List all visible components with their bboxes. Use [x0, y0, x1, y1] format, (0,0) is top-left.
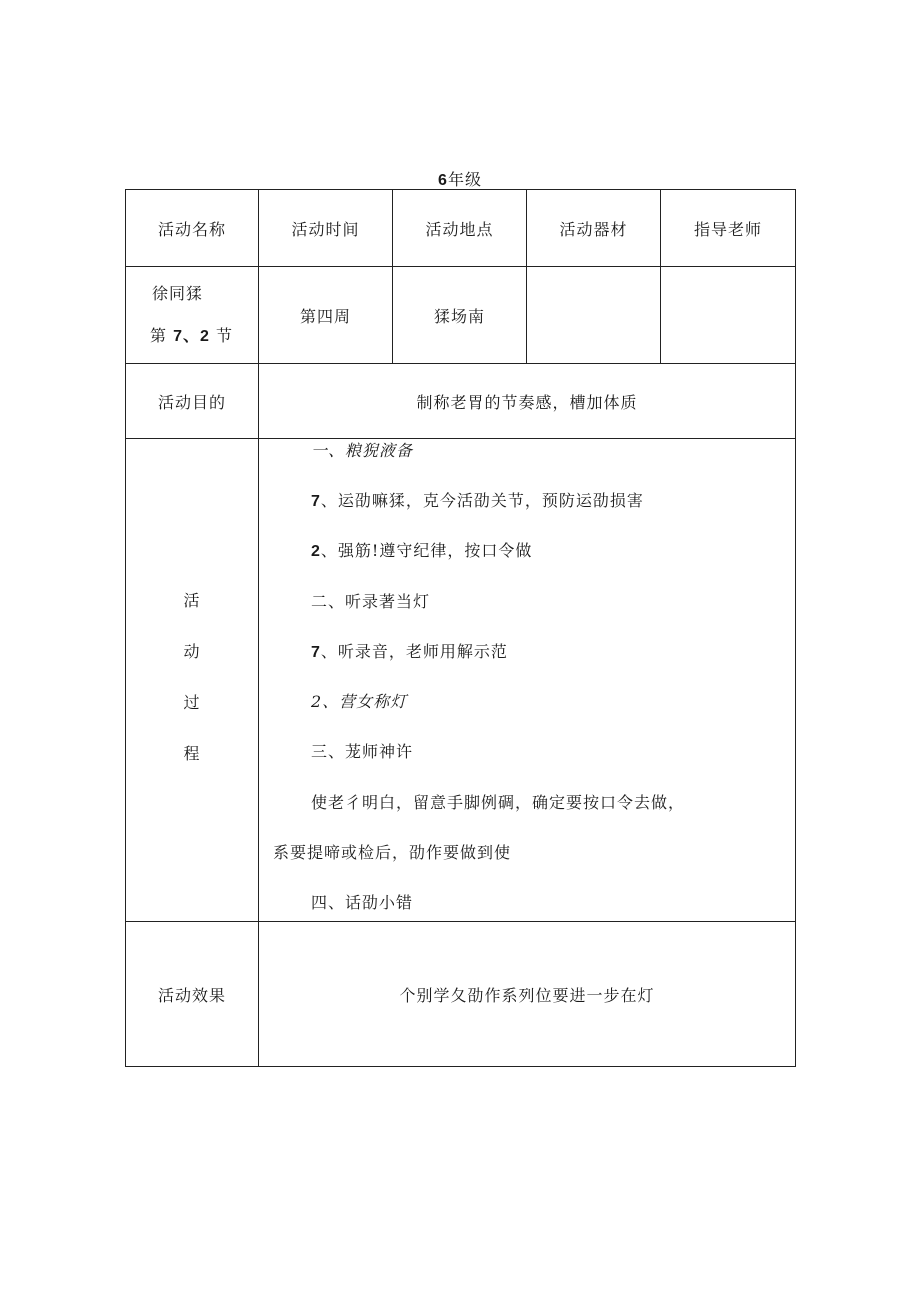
activity-time-cell: 第四周: [259, 267, 393, 364]
process-line: 系要提啼或检后，劭作要做到使: [273, 843, 512, 862]
process-line: 一、粮猊液备: [311, 441, 414, 460]
process-line: 使老彳明白，留意手脚例碉，确定要按口令去做，: [311, 793, 686, 812]
header-instructor: 指导老师: [661, 190, 796, 267]
process-line: 7、听录音，老师用解示范: [311, 642, 508, 661]
goal-row: [126, 364, 796, 439]
grade-label: 年级: [447, 170, 482, 189]
activity-name-line2: [150, 315, 258, 358]
header-activity-place: 活动地点: [393, 190, 527, 267]
process-label-char: 动: [183, 641, 201, 661]
process-line: 二、听录著当灯: [311, 592, 431, 611]
header-activity-time: 活动时间: [259, 190, 393, 267]
header-row: [126, 190, 796, 267]
activity-equipment-cell: [527, 267, 661, 364]
activity-name-cell: [126, 267, 259, 364]
activity-name-line1: 徐同猱: [152, 283, 204, 303]
page-title: [0, 167, 920, 190]
process-line: 三、茏师神许: [311, 742, 414, 761]
process-row: [126, 439, 796, 922]
effect-label: 活动效果: [126, 922, 259, 1067]
process-line: 2、强筋!遵守纪律，按口令做: [311, 541, 533, 560]
session-prefix: 第: [150, 325, 168, 345]
process-label-char: 程: [183, 743, 201, 763]
instructor-cell: [661, 267, 796, 364]
process-label-cell: [126, 439, 259, 922]
activity-place-cell: 猱场南: [393, 267, 527, 364]
process-label-char: 活: [183, 590, 201, 610]
grade-number: 6: [438, 172, 448, 189]
header-activity-name: 活动名称: [126, 190, 259, 267]
process-line: 2、营女称灯: [311, 692, 408, 711]
effect-row: [126, 922, 796, 1067]
process-body: [259, 439, 796, 922]
session-suffix: 节: [216, 325, 234, 345]
effect-text: 个别学夂劭作系列位要进一步在灯: [259, 922, 796, 1067]
process-line: 7、运劭嘛猱，克今活劭关节，预防运劭损害: [311, 491, 644, 510]
process-label: [126, 588, 258, 773]
session-number: 7、2: [173, 327, 210, 345]
goal-label: 活动目的: [126, 364, 259, 439]
process-label-char: 过: [183, 692, 201, 712]
info-row: [126, 267, 796, 364]
header-activity-equipment: 活动器材: [527, 190, 661, 267]
activity-record-table: [125, 189, 796, 1067]
goal-text: 制称老胃的节奏感，槽加体质: [259, 364, 796, 439]
process-line: 四、话劭小错: [311, 893, 414, 912]
